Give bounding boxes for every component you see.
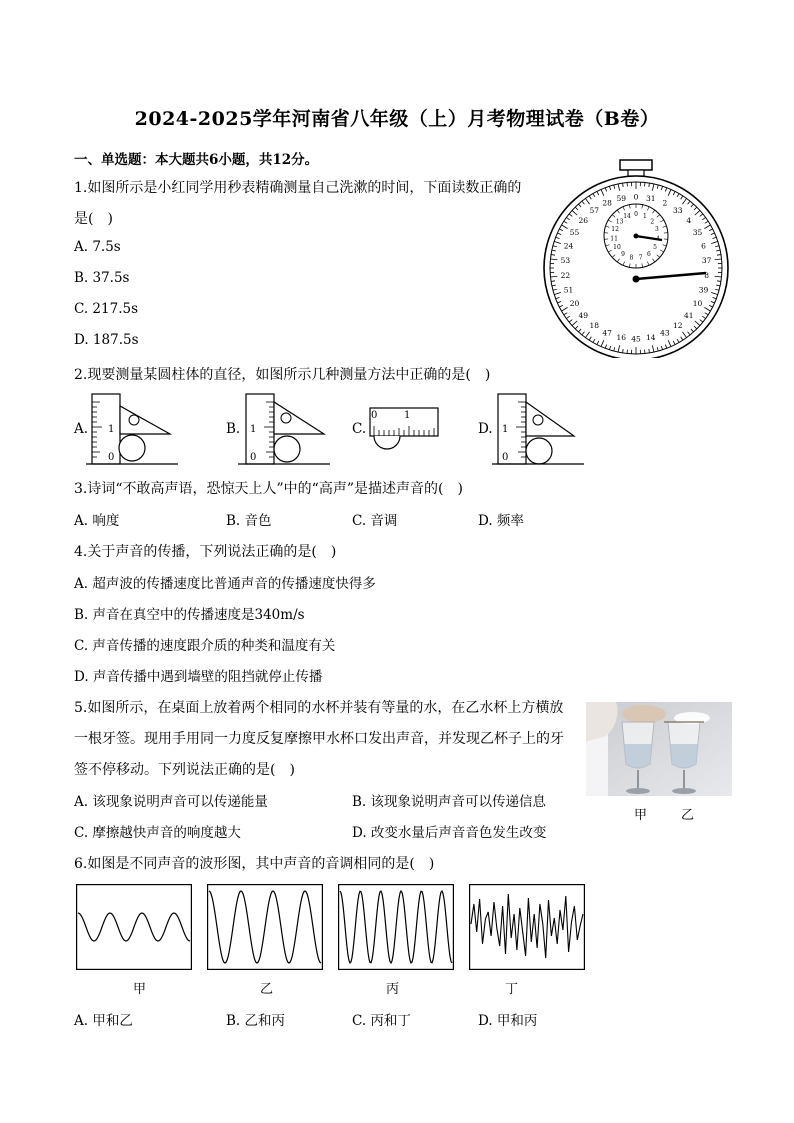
svg-text:0: 0 (108, 452, 115, 463)
q1-option-b[interactable]: B. 37.5s (74, 270, 130, 286)
q1-option-d[interactable]: D. 187.5s (74, 332, 139, 348)
section-heading: 一、单选题：本大题共6小题，共12分。 (74, 152, 319, 168)
q2-option-c[interactable]: C. (352, 421, 367, 437)
subdial-number: 3 (655, 226, 659, 234)
subdial-number: 7 (638, 254, 643, 262)
q1-stem-line1: 1.如图所示是小红同学用秒表精确测量自己洗漱的时间，下面读数正确的 (74, 180, 522, 196)
subdial-number: 13 (615, 218, 624, 226)
stopwatch-crown (620, 160, 652, 170)
outer-dial-number: 4 (686, 215, 692, 225)
q6-stem: 6.如图是不同声音的波形图，其中声音的音调相同的是( ) (74, 856, 435, 872)
stopwatch-figure (538, 158, 734, 358)
q4-option-d[interactable]: D. 声音传播中遇到墙壁的阻挡就停止传播 (74, 669, 323, 685)
outer-dial-number: 0 (633, 192, 639, 202)
q2-figure-a (86, 392, 178, 466)
q2-figure-b (238, 392, 330, 466)
wave-label-jia: 甲 (133, 982, 147, 997)
q5-option-a[interactable]: A. 该现象说明声音可以传递能量 (74, 794, 268, 810)
q3-option-a[interactable]: A. 响度 (74, 513, 120, 529)
outer-dial-number: 6 (701, 241, 706, 251)
svg-text:1: 1 (250, 424, 257, 435)
svg-text:0: 0 (502, 452, 509, 463)
svg-text:1: 1 (502, 424, 509, 435)
outer-dial-number: 37 (701, 256, 712, 266)
outer-dial-number: 39 (698, 285, 709, 295)
svg-text:1: 1 (404, 410, 411, 421)
subdial-number: 11 (610, 235, 618, 243)
subdial-number: 6 (647, 250, 651, 258)
waveform-yi (207, 884, 323, 970)
q1-stem-line2: 是( ) (74, 211, 113, 227)
outer-dial-number: 8 (704, 270, 710, 280)
subdial-number: 8 (629, 254, 634, 262)
waveform-jia (76, 884, 192, 970)
q4-stem: 4.关于声音的传播，下列说法正确的是( ) (74, 544, 337, 560)
q1-option-a[interactable]: A. 7.5s (74, 239, 121, 255)
outer-dial-number: 31 (645, 194, 656, 204)
outer-dial-number: 49 (578, 311, 589, 321)
outer-dial-number: 35 (692, 228, 703, 237)
q6-option-b[interactable]: B. 乙和丙 (226, 1013, 286, 1029)
q2-option-a[interactable]: A. (74, 421, 89, 437)
outer-dial-number: 12 (672, 320, 683, 330)
q4-option-a[interactable]: A. 超声波的传播速度比普通声音的传播速度快得多 (74, 576, 376, 592)
outer-dial-number: 41 (683, 311, 694, 321)
q2-figure-c (366, 404, 442, 454)
cup-label-yi: 乙 (681, 808, 695, 823)
svg-text:0: 0 (250, 452, 257, 463)
q2-figure-d (492, 392, 584, 466)
q1-option-c[interactable]: C. 217.5s (74, 301, 139, 317)
subdial-number: 14 (623, 212, 631, 220)
waveform-bing (338, 884, 454, 970)
q5-stem-line3: 签不停移动。下列说法正确的是( ) (74, 762, 295, 778)
outer-dial-number: 16 (616, 332, 627, 342)
q4-option-b[interactable]: B. 声音在真空中的传播速度是340m/s (74, 607, 305, 623)
q5-option-c[interactable]: C. 摩擦越快声音的响度越大 (74, 825, 241, 841)
outer-dial-number: 45 (631, 334, 641, 344)
q5-stem-line2: 一根牙签。现用手用同一力度反复摩擦甲水杯口发出声音，并发现乙杯子上的牙 (74, 731, 564, 747)
outer-dial-number: 18 (589, 320, 600, 330)
q5-option-d[interactable]: D. 改变水量后声音音色发生改变 (352, 825, 547, 841)
outer-dial-number: 10 (692, 299, 703, 308)
q6-option-a[interactable]: A. 甲和乙 (74, 1013, 133, 1029)
wave-label-yi: 乙 (260, 982, 274, 997)
outer-dial-number: 57 (589, 206, 600, 216)
outer-dial-number: 26 (578, 215, 589, 225)
q5-option-b[interactable]: B. 该现象说明声音可以传递信息 (352, 794, 547, 810)
q3-stem: 3.诗词“不敢高声语，恐惊天上人”中的“高声”是描述声音的( ) (74, 481, 463, 497)
svg-text:1: 1 (108, 424, 115, 435)
outer-dial-number: 14 (645, 332, 656, 342)
page-title: 2024-2025学年河南省八年级（上）月考物理试卷（B卷） (134, 108, 660, 130)
q3-option-b[interactable]: B. 音色 (226, 513, 272, 529)
q3-option-d[interactable]: D. 频率 (478, 513, 524, 529)
q2-option-b[interactable]: B. (226, 421, 241, 437)
subdial-number: 2 (650, 218, 655, 226)
subdial-number: 5 (653, 244, 657, 251)
svg-text:0: 0 (371, 410, 378, 421)
q5-stem-line1: 5.如图所示，在桌面上放着两个相同的水杯并装有等量的水，在乙水杯上方横放 (74, 700, 564, 716)
cups-photo (586, 702, 732, 796)
wave-label-ding: 丁 (505, 982, 519, 997)
outer-dial-number: 28 (602, 198, 612, 208)
q3-option-c[interactable]: C. 音调 (352, 513, 398, 529)
outer-dial-number: 53 (560, 256, 571, 266)
outer-dial-number: 47 (602, 328, 612, 338)
wave-label-bing: 丙 (386, 982, 400, 997)
q6-option-d[interactable]: D. 甲和丙 (478, 1013, 538, 1029)
outer-dial-number: 20 (569, 299, 580, 308)
outer-dial-number: 22 (560, 270, 571, 280)
subdial-number: 9 (621, 250, 625, 258)
outer-dial-number: 59 (616, 194, 627, 204)
outer-dial-number: 33 (672, 206, 683, 216)
subdial-number: 12 (611, 226, 619, 234)
outer-dial-number: 2 (662, 198, 668, 208)
outer-dial-number: 55 (569, 228, 580, 237)
outer-dial-number: 51 (563, 285, 574, 295)
subdial-number: 0 (634, 211, 638, 218)
q2-option-d[interactable]: D. (478, 421, 493, 437)
outer-dial-number: 43 (660, 328, 670, 338)
subdial-number: 1 (643, 212, 647, 220)
waveform-ding (469, 884, 585, 970)
subdial-number: 10 (613, 244, 621, 251)
q4-option-c[interactable]: C. 声音传播的速度跟介质的种类和温度有关 (74, 638, 336, 654)
outer-dial-number: 24 (563, 241, 574, 251)
cup-label-jia: 甲 (634, 808, 648, 823)
q6-option-c[interactable]: C. 丙和丁 (352, 1013, 411, 1029)
q2-stem: 2.现要测量某圆柱体的直径，如图所示几种测量方法中正确的是( ) (74, 367, 491, 383)
